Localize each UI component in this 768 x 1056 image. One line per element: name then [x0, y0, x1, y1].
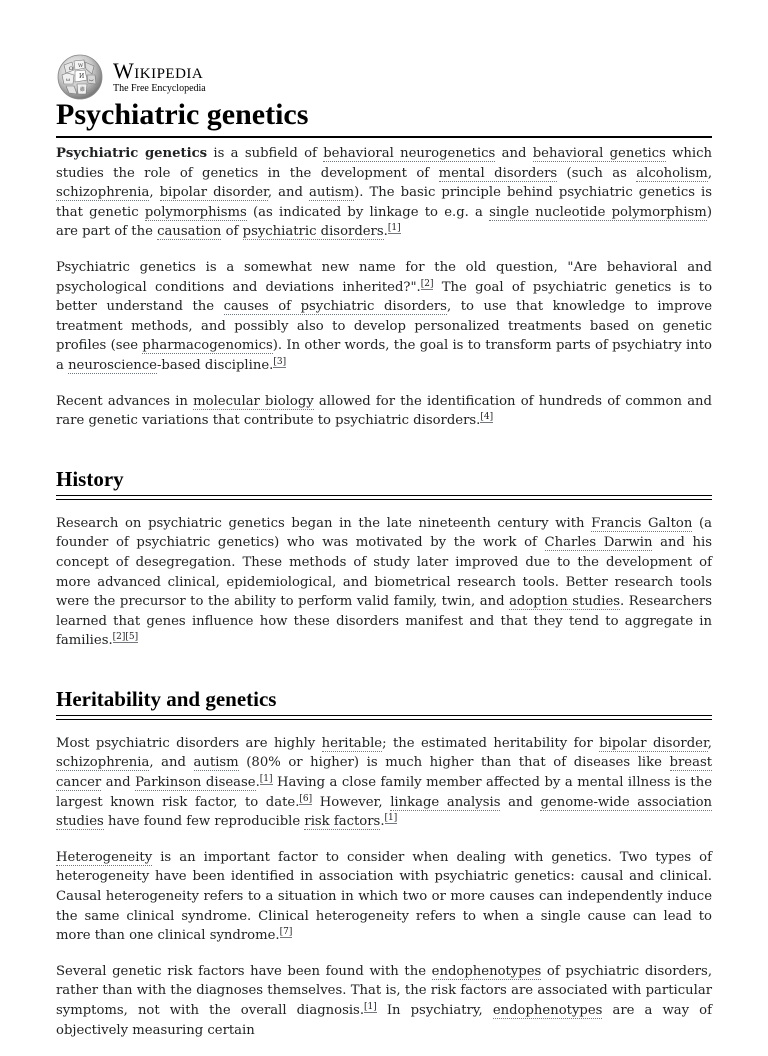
svg-text:Ω: Ω — [69, 66, 74, 72]
citation-link[interactable]: [4] — [480, 412, 494, 423]
link-heterogeneity[interactable]: Heterogeneity — [56, 849, 153, 865]
svg-text:ω: ω — [66, 77, 71, 83]
link-endophenotypes[interactable]: endophenotypes — [431, 963, 542, 979]
link-pharmacogenomics[interactable]: pharmacogenomics — [142, 338, 273, 354]
citation-link[interactable]: [7] — [279, 927, 293, 938]
citation-link[interactable]: [6] — [299, 793, 313, 804]
link-adoption-studies[interactable]: adoption studies — [509, 594, 621, 610]
link-breast-cancer[interactable]: breast cancer — [56, 755, 713, 791]
link-autism[interactable]: autism — [193, 755, 239, 771]
lead-term: Psychiatric genetics — [56, 146, 208, 161]
heritability-paragraph-2: Heterogeneity is an important factor to consider when dealing with genetics. Two types of heterogeneity have been identified in association with psychiatric genetics: causal and clinical. Causal heterogeneity refers to a situation in which two or more causes can independently induce the same clinical syndrome. Clinical heterogeneity refers to when a single cause can lead to more than one clinical syndrome.[7] — [56, 849, 712, 944]
link-polymorphisms[interactable]: polymorphisms — [144, 204, 247, 220]
wikipedia-logo[interactable] — [55, 53, 206, 101]
section-heading-heritability: Heritability and genetics — [56, 686, 277, 711]
intro-paragraph-1: Psychiatric genetics is a subfield of behavioral neurogenetics and behavioral genetics which studies the role of genetics in the development of mental disorders (such as alcoholism, schizophrenia, bipolar disorder, and autism). The basic principle behind psychiatric genetics is that genetic polymorphisms (as indicated by linkage to e.g. a single nucleotide polymorphism) are part of the causation of psychiatric disorders.[1] — [56, 146, 713, 240]
link-risk-factors[interactable]: risk factors — [304, 814, 381, 830]
link-charles-darwin[interactable]: Charles Darwin — [544, 535, 653, 551]
title-underline — [56, 136, 712, 138]
link-autism[interactable]: autism — [308, 185, 355, 201]
citation-link[interactable]: [5] — [125, 632, 139, 643]
link-psychiatric-disorders[interactable]: psychiatric disorders — [242, 224, 384, 240]
link-heritable[interactable]: heritable — [321, 735, 383, 751]
section-heading-history: History — [56, 466, 124, 491]
link-single-nucleotide-polymorphism[interactable]: single nucleotide polymorphism — [489, 204, 707, 220]
citation-link[interactable]: [2] — [420, 278, 434, 289]
link-causation[interactable]: causation — [157, 224, 222, 240]
heritability-paragraph-1: Most psychiatric disorders are highly heritable; the estimated heritability for bipolar disorder, schizophrenia, and autism (80% or higher) is much higher than that of diseases like breast cancer and Parkinson disease.[1] Having a close family member affected by a mental illness is the largest known risk factor, to date.[6] However, linkage analysis and genome-wide association studies have found few reproducible risk factors.[1] — [56, 735, 713, 830]
section-rule — [56, 495, 712, 500]
link-francis-galton[interactable]: Francis Galton — [591, 515, 693, 531]
svg-text:И: И — [79, 73, 85, 80]
citation-link[interactable]: [1] — [387, 223, 401, 234]
citation-link[interactable]: [1] — [259, 774, 273, 785]
link-schizophrenia[interactable]: schizophrenia — [56, 185, 150, 201]
link-parkinson-disease[interactable]: Parkinson disease — [135, 775, 256, 791]
svg-text:ب: ب — [89, 77, 94, 83]
svg-text:W: W — [78, 63, 84, 69]
link-behavioral-genetics[interactable]: behavioral genetics — [532, 146, 666, 161]
page-title: Psychiatric genetics — [56, 98, 309, 131]
heritability-paragraph-3: Several genetic risk factors have been found with the endophenotypes of psychiatric disorders, rather than with the diagnoses themselves. That is, the risk factors are associated with particular symptoms, not with the overall diagnosis.[1] In psychiatry, endophenotypes are a way of objectively measuring certain — [56, 963, 713, 1038]
citation-link[interactable]: [3] — [273, 356, 287, 367]
citation-link[interactable]: [1] — [384, 813, 398, 824]
link-schizophrenia[interactable]: schizophrenia — [56, 755, 150, 771]
link-behavioral-neurogenetics[interactable]: behavioral neurogenetics — [323, 146, 496, 161]
link-mental-disorders[interactable]: mental disorders — [438, 165, 558, 181]
link-linkage-analysis[interactable]: linkage analysis — [390, 794, 501, 810]
link-bipolar-disorder[interactable]: bipolar disorder — [159, 185, 268, 201]
link-endophenotypes[interactable]: endophenotypes — [492, 1003, 603, 1018]
link-causes-of-psychiatric-disorders[interactable]: causes of psychiatric disorders — [223, 299, 447, 315]
citation-link[interactable]: [2] — [112, 632, 126, 643]
section-rule — [56, 715, 712, 720]
link-bipolar-disorder[interactable]: bipolar disorder — [599, 735, 708, 751]
svg-text:維: 維 — [80, 87, 86, 93]
link-alcoholism[interactable]: alcoholism — [636, 165, 708, 181]
intro-paragraph-2: Psychiatric genetics is a somewhat new name for the old question, "Are behavioral and psychological conditions and deviations inherited?".[2] The goal of psychiatric genetics is to better understand the causes of psychiatric disorders, to use that knowledge to improve treatment methods, and possibly also to develop personalized treatments based on genetic profiles (see pharmacogenomics). In other words, the goal is to transform parts of psychiatry into a neuroscience-based discipline.[3] — [56, 259, 713, 373]
link-molecular-biology[interactable]: molecular biology — [193, 393, 314, 409]
intro-paragraph-3: Recent advances in molecular biology allowed for the identification of hundreds of common and rare genetic variations that contribute to psychiatric disorders.[4] — [56, 393, 712, 429]
link-neuroscience[interactable]: neuroscience — [68, 357, 157, 373]
wordmark — [113, 60, 206, 94]
citation-link[interactable]: [1] — [364, 1002, 377, 1012]
link-genome-wide-association-studies[interactable]: genome-wide association studies — [56, 794, 713, 830]
site-tagline: The Free Encyclopedia — [113, 83, 206, 94]
wikipedia-globe-icon — [55, 53, 105, 101]
site-title: Wikipedia — [113, 58, 204, 83]
article-body — [56, 144, 712, 1056]
history-paragraph: Research on psychiatric genetics began in the late nineteenth century with Francis Galton (a founder of psychiatric genetics) who was motivated by the work of Charles Darwin and his concept of desegregation. These methods of study later improved due to the development of more advanced clinical, epidemiological, and biometrical research tools. Better research tools were the precursor to the ability to perform valid family, twin, and adoption studies. Researchers learned that genes influence how these disorders manifest and that they tend to aggregate in families.[2][5] — [56, 515, 712, 649]
